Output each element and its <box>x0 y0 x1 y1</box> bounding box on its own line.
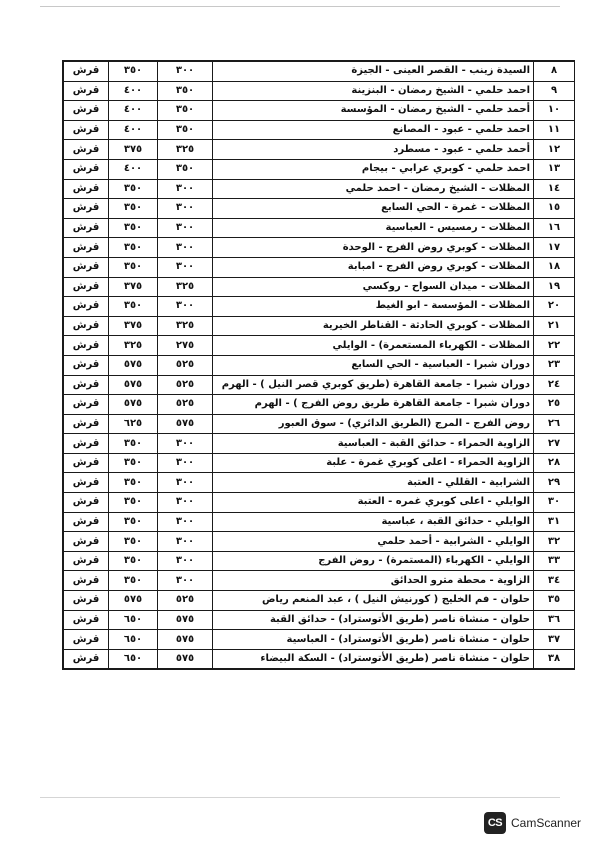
route-name: المظلات - المؤسسة - ابو الغيط <box>213 297 534 317</box>
row-number: ١٤ <box>534 179 575 199</box>
currency-unit: قرش <box>63 630 109 650</box>
table-row <box>63 140 575 160</box>
currency-unit: قرش <box>63 199 109 219</box>
row-number: ٩ <box>534 81 575 101</box>
currency-unit: قرش <box>63 493 109 513</box>
row-number: ٣٥ <box>534 591 575 611</box>
currency-unit: قرش <box>63 61 109 81</box>
fare-value-1: ٥٢٥ <box>158 591 213 611</box>
route-name: المظلات - كوبري روض الفرج - امبابة <box>213 257 534 277</box>
currency-unit: قرش <box>63 355 109 375</box>
fare-value-2: ٣٥٠ <box>109 238 158 258</box>
fare-value-1: ٣٠٠ <box>158 61 213 81</box>
fare-value-2: ٥٧٥ <box>109 375 158 395</box>
currency-unit: قرش <box>63 512 109 532</box>
route-name: دوران شبرا - جامعة القاهرة (طريق كوبري قصر النيل ) - الهرم <box>213 375 534 395</box>
fare-value-2: ٥٧٥ <box>109 395 158 415</box>
fare-value-1: ٣٠٠ <box>158 473 213 493</box>
route-name: دوران شبرا - جامعة القاهرة طريق روض الفرج ) - الهرم <box>213 395 534 415</box>
table-row <box>63 630 575 650</box>
row-number: ٣٧ <box>534 630 575 650</box>
route-name: المظلات - غمرة - الحي السابع <box>213 199 534 219</box>
currency-unit: قرش <box>63 277 109 297</box>
row-number: ٣٠ <box>534 493 575 513</box>
table-row <box>63 395 575 415</box>
fare-value-2: ٣٥٠ <box>109 257 158 277</box>
fare-value-2: ٤٠٠ <box>109 101 158 121</box>
route-name: المظلات - ميدان السواح - روكسي <box>213 277 534 297</box>
row-number: ١٣ <box>534 159 575 179</box>
fare-value-1: ٣٢٥ <box>158 277 213 297</box>
fare-value-1: ٣٠٠ <box>158 297 213 317</box>
fare-value-1: ٣٥٠ <box>158 101 213 121</box>
route-name: المظلات - الشيخ رمضان - احمد حلمي <box>213 179 534 199</box>
route-name: أحمد حلمي - الشيخ رمضان - المؤسسة <box>213 101 534 121</box>
currency-unit: قرش <box>63 140 109 160</box>
table-row <box>63 120 575 140</box>
currency-unit: قرش <box>63 81 109 101</box>
fare-value-1: ٢٧٥ <box>158 336 213 356</box>
row-number: ٢١ <box>534 316 575 336</box>
fare-value-2: ٣٧٥ <box>109 140 158 160</box>
route-name: الزاوية - محطة مترو الحدائق <box>213 571 534 591</box>
row-number: ١١ <box>534 120 575 140</box>
currency-unit: قرش <box>63 336 109 356</box>
fares-table <box>62 60 575 670</box>
row-number: ٢٩ <box>534 473 575 493</box>
fare-value-2: ٣٧٥ <box>109 277 158 297</box>
fare-value-1: ٣٠٠ <box>158 571 213 591</box>
fare-value-1: ٥٧٥ <box>158 649 213 669</box>
table-row <box>63 512 575 532</box>
currency-unit: قرش <box>63 453 109 473</box>
row-number: ١٩ <box>534 277 575 297</box>
row-number: ٢٢ <box>534 336 575 356</box>
route-name: حلوان - فم الخليج ( كورنيش النيل ) ، عبد المنعم رياض <box>213 591 534 611</box>
fare-value-1: ٣٠٠ <box>158 532 213 552</box>
route-name: الوايلي - الكهرباء (المستمرة) - روض الفرج <box>213 551 534 571</box>
fare-value-1: ٥٢٥ <box>158 355 213 375</box>
row-number: ١٨ <box>534 257 575 277</box>
fare-value-2: ٤٠٠ <box>109 159 158 179</box>
table-row <box>63 316 575 336</box>
currency-unit: قرش <box>63 473 109 493</box>
fare-value-1: ٣٥٠ <box>158 159 213 179</box>
table-row <box>63 571 575 591</box>
fare-value-1: ٣٠٠ <box>158 238 213 258</box>
row-number: ٣٢ <box>534 532 575 552</box>
route-name: الوايلي - الشرابية - أحمد حلمي <box>213 532 534 552</box>
table-row <box>63 591 575 611</box>
fare-value-2: ٣٥٠ <box>109 453 158 473</box>
currency-unit: قرش <box>63 571 109 591</box>
fare-value-2: ٥٧٥ <box>109 355 158 375</box>
currency-unit: قرش <box>63 218 109 238</box>
fare-value-1: ٥٧٥ <box>158 610 213 630</box>
row-number: ١٢ <box>534 140 575 160</box>
fare-value-2: ٣٥٠ <box>109 434 158 454</box>
fare-value-1: ٥٢٥ <box>158 395 213 415</box>
table-row <box>63 81 575 101</box>
table-row <box>63 179 575 199</box>
fare-value-2: ٣٢٥ <box>109 336 158 356</box>
camscanner-watermark <box>484 812 581 834</box>
currency-unit: قرش <box>63 375 109 395</box>
currency-unit: قرش <box>63 414 109 434</box>
currency-unit: قرش <box>63 159 109 179</box>
route-name: المظلات - الكهرباء المستعمرة) - الوايلي <box>213 336 534 356</box>
table-row <box>63 414 575 434</box>
fare-value-1: ٣٠٠ <box>158 179 213 199</box>
table-row <box>63 199 575 219</box>
fare-value-1: ٣٢٥ <box>158 316 213 336</box>
fare-value-2: ٤٠٠ <box>109 120 158 140</box>
route-name: السيدة زينب - القصر العينى - الجيزة <box>213 61 534 81</box>
currency-unit: قرش <box>63 610 109 630</box>
fare-value-1: ٣٠٠ <box>158 434 213 454</box>
route-name: أحمد حلمي - عبود - مسطرد <box>213 140 534 160</box>
fare-value-2: ٣٥٠ <box>109 473 158 493</box>
fare-value-2: ٣٥٠ <box>109 179 158 199</box>
route-name: المظلات - رمسيس - العباسية <box>213 218 534 238</box>
currency-unit: قرش <box>63 101 109 121</box>
fare-value-1: ٣٠٠ <box>158 257 213 277</box>
fare-value-2: ٣٥٠ <box>109 571 158 591</box>
row-number: ١٧ <box>534 238 575 258</box>
fare-value-2: ٣٥٠ <box>109 218 158 238</box>
fare-value-1: ٣٠٠ <box>158 199 213 219</box>
fare-value-1: ٣٠٠ <box>158 493 213 513</box>
fare-value-2: ٤٠٠ <box>109 81 158 101</box>
row-number: ١٠ <box>534 101 575 121</box>
row-number: ٢٣ <box>534 355 575 375</box>
fare-value-2: ٣٥٠ <box>109 512 158 532</box>
row-number: ٣٤ <box>534 571 575 591</box>
fare-value-1: ٣٠٠ <box>158 551 213 571</box>
camscanner-logo-icon: CS <box>484 812 506 834</box>
currency-unit: قرش <box>63 297 109 317</box>
row-number: ٣٦ <box>534 610 575 630</box>
fare-value-2: ٣٥٠ <box>109 493 158 513</box>
table-row <box>63 551 575 571</box>
route-name: الزاوية الحمراء - حدائق القبة - العباسية <box>213 434 534 454</box>
currency-unit: قرش <box>63 238 109 258</box>
route-name: الشرابية - القللي - العتبة <box>213 473 534 493</box>
fare-value-2: ٦٥٠ <box>109 649 158 669</box>
table-row <box>63 453 575 473</box>
row-number: ٣١ <box>534 512 575 532</box>
scan-edge-top <box>40 6 560 7</box>
currency-unit: قرش <box>63 591 109 611</box>
table-row <box>63 297 575 317</box>
route-name: روض الفرج - المرج (الطريق الدائري) - سوق العبور <box>213 414 534 434</box>
row-number: ٢٤ <box>534 375 575 395</box>
fare-value-2: ٣٥٠ <box>109 199 158 219</box>
route-name: الزاوية الحمراء - اعلى كوبري غمرة - علبة <box>213 453 534 473</box>
currency-unit: قرش <box>63 179 109 199</box>
route-name: الوايلي - حدائق القبة ، عباسية <box>213 512 534 532</box>
route-name: حلوان - منشاة ناصر (طريق الأتوستراد) - العباسية <box>213 630 534 650</box>
currency-unit: قرش <box>63 532 109 552</box>
row-number: ٢٧ <box>534 434 575 454</box>
fare-value-2: ٥٧٥ <box>109 591 158 611</box>
table-row <box>63 336 575 356</box>
currency-unit: قرش <box>63 434 109 454</box>
fare-value-2: ٦٥٠ <box>109 610 158 630</box>
table-row <box>63 473 575 493</box>
route-name: حلوان - منشاة ناصر (طريق الأتوستراد) - حدائق القبة <box>213 610 534 630</box>
table-row <box>63 277 575 297</box>
route-name: المظلات - كوبري الحادثة - القناطر الخيرية <box>213 316 534 336</box>
fare-value-1: ٣٢٥ <box>158 140 213 160</box>
table-row <box>63 649 575 669</box>
currency-unit: قرش <box>63 551 109 571</box>
fare-value-1: ٣٥٠ <box>158 81 213 101</box>
route-name: احمد حلمي - الشيخ رمضان - البنزينة <box>213 81 534 101</box>
route-name: الوايلي - اعلى كوبري غمره - العتبة <box>213 493 534 513</box>
fares-table-body <box>63 61 575 669</box>
camscanner-name: CamScanner <box>511 816 582 830</box>
route-name: حلوان - منشاة ناصر (طريق الأتوستراد) - السكة البيضاء <box>213 649 534 669</box>
fare-value-1: ٣٠٠ <box>158 512 213 532</box>
row-number: ١٥ <box>534 199 575 219</box>
fare-value-2: ٣٥٠ <box>109 297 158 317</box>
route-name: احمد حلمي - كوبري عرابي - بيجام <box>213 159 534 179</box>
table-row <box>63 355 575 375</box>
table-row <box>63 159 575 179</box>
currency-unit: قرش <box>63 649 109 669</box>
row-number: ١٦ <box>534 218 575 238</box>
fare-value-2: ٦٥٠ <box>109 630 158 650</box>
fare-value-2: ٣٥٠ <box>109 532 158 552</box>
currency-unit: قرش <box>63 316 109 336</box>
fare-value-1: ٣٥٠ <box>158 120 213 140</box>
table-row <box>63 532 575 552</box>
row-number: ٢٠ <box>534 297 575 317</box>
fare-value-1: ٥٧٥ <box>158 630 213 650</box>
scan-fold-line <box>40 797 560 798</box>
route-name: احمد حلمي - عبود - المصانع <box>213 120 534 140</box>
currency-unit: قرش <box>63 257 109 277</box>
row-number: ٣٣ <box>534 551 575 571</box>
route-name: دوران شبرا - العباسية - الحي السابع <box>213 355 534 375</box>
table-row <box>63 101 575 121</box>
table-row <box>63 375 575 395</box>
fare-value-1: ٥٧٥ <box>158 414 213 434</box>
currency-unit: قرش <box>63 120 109 140</box>
table-row <box>63 218 575 238</box>
table-row <box>63 257 575 277</box>
fare-value-1: ٣٠٠ <box>158 218 213 238</box>
currency-unit: قرش <box>63 395 109 415</box>
fare-value-2: ٣٥٠ <box>109 551 158 571</box>
row-number: ٨ <box>534 61 575 81</box>
row-number: ٢٦ <box>534 414 575 434</box>
row-number: ٢٨ <box>534 453 575 473</box>
table-row <box>63 493 575 513</box>
fare-value-2: ٣٧٥ <box>109 316 158 336</box>
table-row <box>63 434 575 454</box>
row-number: ٢٥ <box>534 395 575 415</box>
table-row <box>63 61 575 81</box>
fare-value-2: ٣٥٠ <box>109 61 158 81</box>
fare-value-1: ٥٢٥ <box>158 375 213 395</box>
fare-value-2: ٦٢٥ <box>109 414 158 434</box>
table-row <box>63 238 575 258</box>
table-row <box>63 610 575 630</box>
row-number: ٣٨ <box>534 649 575 669</box>
fare-value-1: ٣٠٠ <box>158 453 213 473</box>
route-name: المظلات - كوبري روض الفرج - الوحدة <box>213 238 534 258</box>
